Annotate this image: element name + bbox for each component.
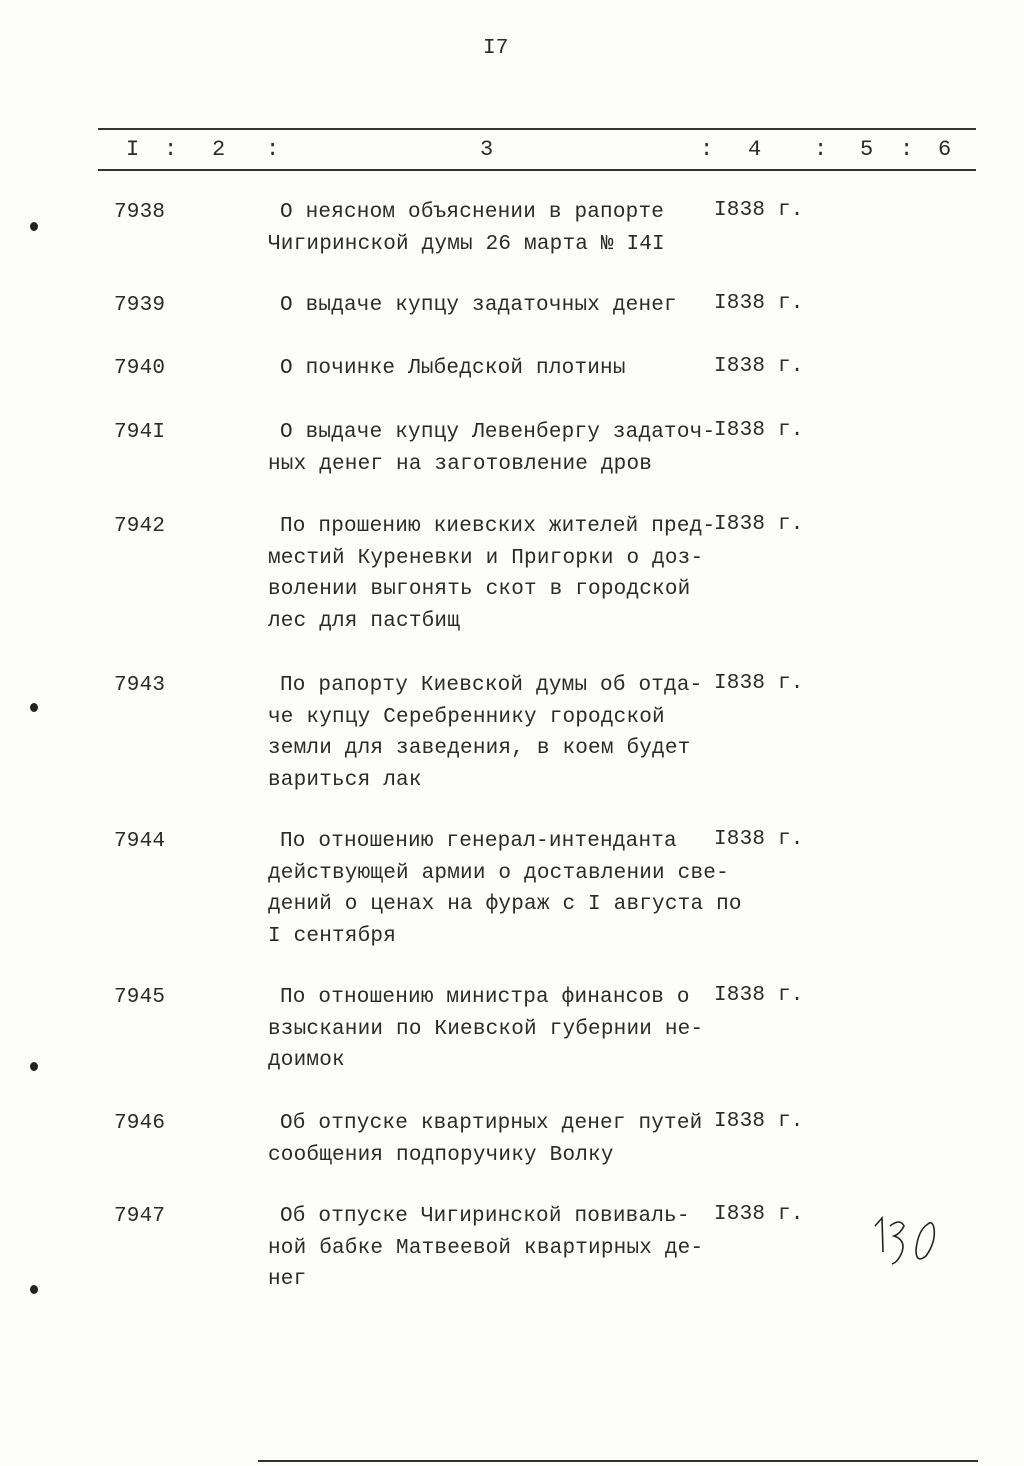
entry-title-line: че купцу Серебреннику городской <box>268 705 665 729</box>
entry-year: I838 г. <box>714 513 804 536</box>
punch-hole-mark <box>30 703 38 712</box>
entry-title-line: По прошению киевских жителей пред- <box>280 515 716 538</box>
entry-number: 7938 <box>114 201 166 224</box>
entry-number: 7939 <box>114 294 166 317</box>
handwritten-folio-number <box>870 1212 960 1272</box>
header-col-6: 6 <box>938 137 952 162</box>
entry-title-line: ной бабке Матвеевой квартирных де- <box>268 1236 704 1260</box>
entry-title-line: дений о ценах на фураж с I августа по <box>268 893 742 916</box>
entry-number: 7945 <box>114 986 166 1009</box>
entry-title-line: нег <box>268 1268 307 1291</box>
entry-year: I838 г. <box>714 672 804 695</box>
entry-title-line: взыскании по Киевской губернии не- <box>268 1017 704 1041</box>
header-sep: : <box>266 137 280 162</box>
entry-number: 7947 <box>114 1205 166 1228</box>
entry-title-line: лес для пастбищ <box>268 609 461 633</box>
entry-title-line: волении выгонять скот в городской <box>268 578 691 601</box>
entry-title-line: Об отпуске квартирных денег путей <box>280 1112 703 1135</box>
entry-year: I838 г. <box>714 292 804 315</box>
entry-title-line: О выдаче купцу Левенбергу задаточ- <box>280 421 716 444</box>
entry-title-line: доимок <box>268 1049 345 1072</box>
entry-number: 794I <box>114 421 166 444</box>
entry-title-line: сообщения подпоручику Волку <box>268 1143 614 1167</box>
entry-title-line: По отношению генерал-интенданта <box>280 830 677 853</box>
entry-year: I838 г. <box>714 1203 804 1226</box>
entry-number: 7944 <box>114 830 166 853</box>
entry-title-line: По отношению министра финансов о <box>280 986 690 1009</box>
punch-hole-mark <box>30 1062 38 1071</box>
entry-title-line: местий Куреневки и Пригорки о доз- <box>268 546 704 570</box>
entry-year: I838 г. <box>714 355 804 378</box>
header-col-2: 2 <box>212 137 226 162</box>
entry-title-line: По рапорту Киевской думы об отда- <box>280 674 703 697</box>
entry-number: 7940 <box>114 357 166 380</box>
header-col-1: I <box>126 137 140 162</box>
header-bottom-rule <box>98 169 976 171</box>
entry-title-line: О выдаче купцу задаточных денег <box>280 294 677 317</box>
entry-title-line: О неясном объяснении в рапорте <box>280 201 665 224</box>
header-col-4: 4 <box>748 137 762 162</box>
entry-number: 7942 <box>114 515 166 538</box>
entry-title-line: земли для заведения, в коем будет <box>268 737 691 760</box>
bottom-rule <box>258 1460 978 1462</box>
header-col-5: 5 <box>860 137 874 162</box>
header-col-3: 3 <box>480 137 494 162</box>
entry-year: I838 г. <box>714 1110 804 1133</box>
entry-number: 7946 <box>114 1112 166 1135</box>
entry-year: I838 г. <box>714 828 804 851</box>
header-top-rule <box>98 128 976 130</box>
entry-title-line: О починке Лыбедской плотины <box>280 357 626 380</box>
header-sep: : <box>164 137 178 162</box>
header-sep: : <box>700 137 714 162</box>
entry-title-line: Чигиринской думы 26 марта № I4I <box>268 232 665 256</box>
entry-title-line: вариться лак <box>268 768 422 792</box>
entry-year: I838 г. <box>714 419 804 442</box>
punch-hole-mark <box>30 1285 38 1294</box>
entry-title-line: Об отпуске Чигиринской повиваль- <box>280 1205 690 1228</box>
entry-title-line: действующей армии о доставлении све- <box>268 861 729 885</box>
entry-title-line: ных денег на заготовление дров <box>268 452 653 476</box>
header-sep: : <box>814 137 828 162</box>
entry-year: I838 г. <box>714 199 804 222</box>
page-number: I7 <box>483 37 509 60</box>
punch-hole-mark <box>30 222 38 231</box>
entry-year: I838 г. <box>714 984 804 1007</box>
entry-number: 7943 <box>114 674 166 697</box>
entry-title-line: I сентября <box>268 924 397 948</box>
header-sep: : <box>900 137 914 162</box>
